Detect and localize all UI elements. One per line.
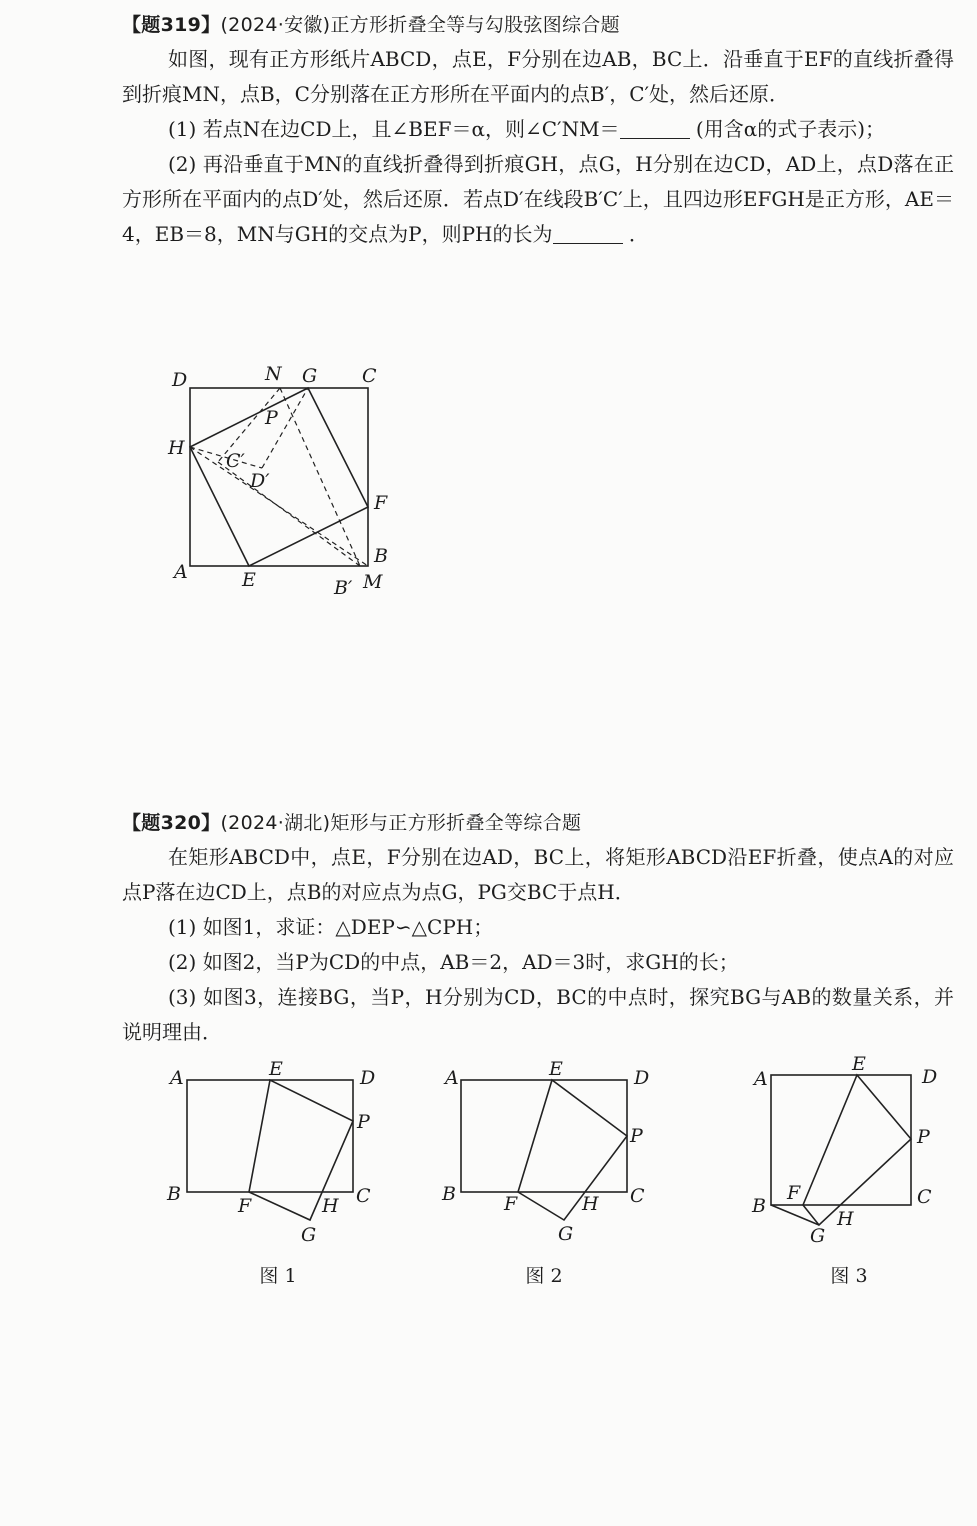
fig1-label-h: H bbox=[322, 1195, 339, 1217]
fig1-caption: 图 1 bbox=[259, 1265, 297, 1287]
folded-quad-2 bbox=[518, 1080, 627, 1220]
figure-320-3 bbox=[751, 1053, 937, 1287]
fig1-label-c: C bbox=[356, 1185, 371, 1207]
fig3-label-a: A bbox=[754, 1068, 768, 1090]
problem-319-intro: 如图，现有正方形纸片ABCD，点E，F分别在边AB，BC上．沿垂直于EF的直线折叠得到折痕MN，点B，C分别落在正方形所在平面内的点B′，C′处，然后还原． bbox=[122, 47, 954, 106]
q2-text: (2) 再沿垂直于MN的直线折叠得到折痕GH，点G，H分别在边CD，AD上，点D落在正方形所在平面内的点D′处，然后还原．若点D′在线段B′C′上，且四边形EFGH是正方形，AE＝4，EB＝8，MN与GH的交点为P，则PH的长为 bbox=[122, 152, 954, 246]
fig2-label-d: D bbox=[634, 1067, 650, 1089]
figure-320-2 bbox=[441, 1058, 649, 1287]
label-d: D bbox=[172, 369, 188, 391]
label-p: P bbox=[265, 407, 278, 429]
fig3-label-c: C bbox=[917, 1186, 932, 1208]
fig1-label-d: D bbox=[360, 1067, 376, 1089]
fig3-label-p: P bbox=[917, 1126, 930, 1148]
fig2-label-g: G bbox=[558, 1223, 574, 1245]
problem-320-intro: 在矩形ABCD中，点E，F分别在边AD，BC上，将矩形ABCD沿EF折叠，使点A的对应点P落在边CD上，点B的对应点为点G，PG交BC于点H． bbox=[122, 845, 954, 904]
problem-320-question-1: (1) 如图1，求证：△DEP∽△CPH； bbox=[168, 915, 494, 939]
problem-319-tag: 【题319】 bbox=[122, 14, 221, 36]
problem-320-question-2: (2) 如图2，当P为CD的中点，AB＝2，AD＝3时，求GH的长； bbox=[168, 950, 739, 974]
problem-320-question-3: (3) 如图3，连接BG，当P，H分别为CD，BC的中点时，探究BG与AB的数量关系，并说明理由． bbox=[122, 985, 954, 1044]
fig3-label-d: D bbox=[922, 1066, 938, 1088]
fig2-label-c: C bbox=[630, 1185, 645, 1207]
label-n: N bbox=[265, 363, 282, 385]
fig1-label-f: F bbox=[238, 1195, 252, 1217]
fig1-label-g: G bbox=[301, 1224, 317, 1246]
q2-end: ． bbox=[628, 222, 649, 246]
fig2-label-e: E bbox=[549, 1058, 563, 1080]
fig3-label-e: E bbox=[852, 1053, 866, 1075]
label-c-prime: C′ bbox=[226, 450, 245, 472]
label-a: A bbox=[174, 561, 188, 583]
fig2-label-b: B bbox=[442, 1183, 456, 1205]
label-b: B bbox=[374, 545, 388, 567]
label-c: C bbox=[362, 365, 377, 387]
label-g: G bbox=[302, 365, 318, 387]
fig1-label-b: B bbox=[167, 1183, 181, 1205]
fig2-label-f: F bbox=[504, 1193, 518, 1215]
fig3-label-f: F bbox=[787, 1182, 801, 1204]
rectangle-abcd-1 bbox=[187, 1080, 353, 1192]
rectangle-abcd-2 bbox=[461, 1080, 627, 1192]
fig3-label-g: G bbox=[810, 1225, 826, 1247]
fig3-label-b: B bbox=[752, 1195, 766, 1217]
label-b-prime: B′ bbox=[334, 577, 353, 599]
label-m: M bbox=[363, 571, 383, 593]
label-e: E bbox=[242, 569, 256, 591]
fig2-caption: 图 2 bbox=[525, 1265, 563, 1287]
folded-quad-3 bbox=[803, 1075, 911, 1225]
q1-text-b: (用含α的式子表示)； bbox=[695, 117, 886, 141]
label-h: H bbox=[168, 437, 185, 459]
fig1-label-p: P bbox=[357, 1111, 370, 1133]
label-d-prime: D′ bbox=[250, 470, 270, 492]
q1-text-a: (1) 若点N在边CD上，且∠BEF＝α，则∠C′NM＝ bbox=[168, 117, 620, 141]
label-f: F bbox=[374, 492, 388, 514]
problem-319-source: (2024·安徽)正方形折叠全等与勾股弦图综合题 bbox=[220, 14, 620, 36]
fig2-label-h: H bbox=[582, 1193, 599, 1215]
fig2-label-a: A bbox=[445, 1067, 459, 1089]
fig1-label-a: A bbox=[170, 1067, 184, 1089]
problem-320-tag: 【题320】 bbox=[122, 812, 221, 834]
figure-320-1 bbox=[166, 1058, 375, 1287]
fig3-label-h: H bbox=[837, 1208, 854, 1230]
fig3-caption: 图 3 bbox=[830, 1265, 868, 1287]
problem-320-source: (2024·湖北)矩形与正方形折叠全等综合题 bbox=[220, 812, 582, 834]
fig2-label-p: P bbox=[630, 1125, 643, 1147]
fig1-label-e: E bbox=[269, 1058, 283, 1080]
